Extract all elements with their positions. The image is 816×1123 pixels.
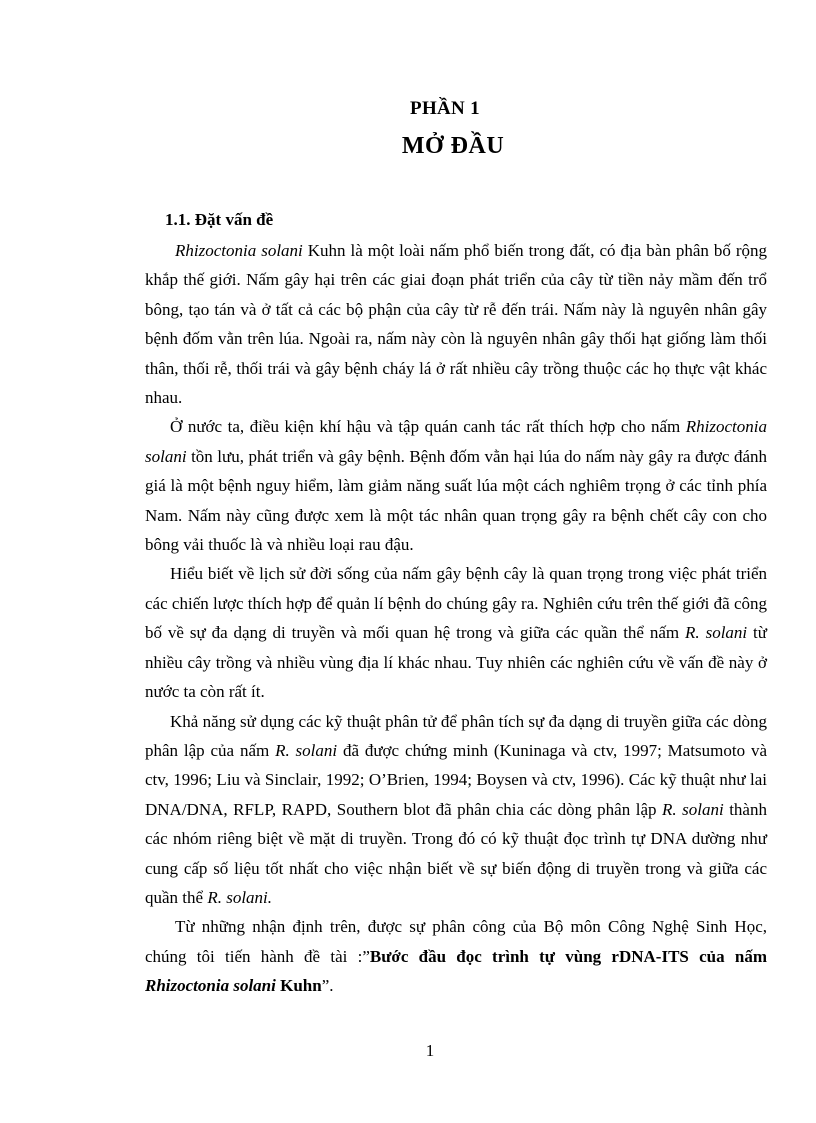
paragraph-1: Rhizoctonia solani Kuhn là một loài nấm phổ biến trong đất, có địa bàn phân bố rộng khắp thế giới. Nấm gây hại trên các giai đoạn phát triển của cây từ tiền nảy mầm đến trổ bông, tạo tán và ở tất cả các bộ phận của cây từ rễ đến trái. Nấm này là nguyên nhân gây bệnh đốm vằn trên lúa. Ngoài ra, nấm này còn là nguyên nhân gây thối hạt giống làm thối thân, thối rễ, thối trái và gây bệnh cháy lá ở rất nhiều cây trồng thuộc các họ thực vật khác nhau.	[145, 241, 767, 408]
page-number: 1	[425, 1041, 435, 1060]
species-name: Rhizoctonia solani	[145, 976, 276, 996]
species-name: Rhizoctonia solani	[145, 417, 767, 466]
paragraph-5: Từ những nhận định trên, được sự phân công của Bộ môn Công Nghệ Sinh Học, chúng tôi tiến hành đề tài :”Bước đầu đọc trình tự vùng rDNA-ITS của nấm Rhizoctonia solani Kuhn”.	[145, 917, 767, 996]
part-label: PHẦN 1	[410, 98, 480, 119]
chapter-title: MỞ ĐẦU	[401, 133, 505, 159]
paragraph-2: Ở nước ta, điều kiện khí hậu và tập quán canh tác rất thích hợp cho nấm Rhizoctonia solani tồn lưu, phát triển và gây bệnh. Bệnh đốm vằn hại lúa do nấm này gây ra được đánh giá là một bệnh nguy hiểm, làm giảm năng suất lúa một cách nghiêm trọng ở các tỉnh phía Nam. Nấm này cũng được xem là một tác nhân quan trọng gây ra bệnh chết cây con cho bông vải thuốc là và nhiều loại rau đậu.	[145, 417, 767, 555]
species-name: R. solani	[275, 740, 338, 760]
species-name: R. solani	[685, 623, 748, 643]
species-name: R. solani	[662, 799, 724, 819]
species-name: R. solani.	[207, 887, 273, 907]
section-heading: 1.1. Đặt vấn đề	[165, 210, 274, 229]
species-name: Rhizoctonia solani	[175, 241, 303, 260]
body-text	[145, 236, 767, 1001]
paragraph-4: Khả năng sử dụng các kỹ thuật phân tử để phân tích sự đa dạng di truyền giữa các dòng phân lập của nấm R. solani đã được chứng minh (Kuninaga và ctv, 1997; Matsumoto và ctv, 1996; Liu và Sinclair, 1992; O’Brien, 1994; Boysen và ctv, 1996). Các kỹ thuật như lai DNA/DNA, RFLP, RAPD, Southern blot đã phân chia các dòng phân lập R. solani thành các nhóm riêng biệt về mặt di truyền. Trong đó có kỹ thuật đọc trình tự DNA dường như cung cấp số liệu tốt nhất cho việc nhận biết về sự biến động di truyền trong và giữa các quần thể R. solani.	[145, 711, 767, 907]
thesis-title: Bước đầu đọc trình tự vùng rDNA-ITS của nấm Rhizoctonia solani Kuhn	[145, 946, 767, 996]
paragraph-3: Hiểu biết về lịch sử đời sống của nấm gây bệnh cây là quan trọng trong việc phát triển các chiến lược thích hợp để quản lí bệnh do chúng gây ra. Nghiên cứu trên thế giới đã công bố về sự đa dạng di truyền và mối quan hệ trong và giữa các quần thể nấm R. solani từ nhiều cây trồng và nhiều vùng địa lí khác nhau. Tuy nhiên các nghiên cứu về vấn đề này ở nước ta còn rất ít.	[145, 564, 767, 702]
